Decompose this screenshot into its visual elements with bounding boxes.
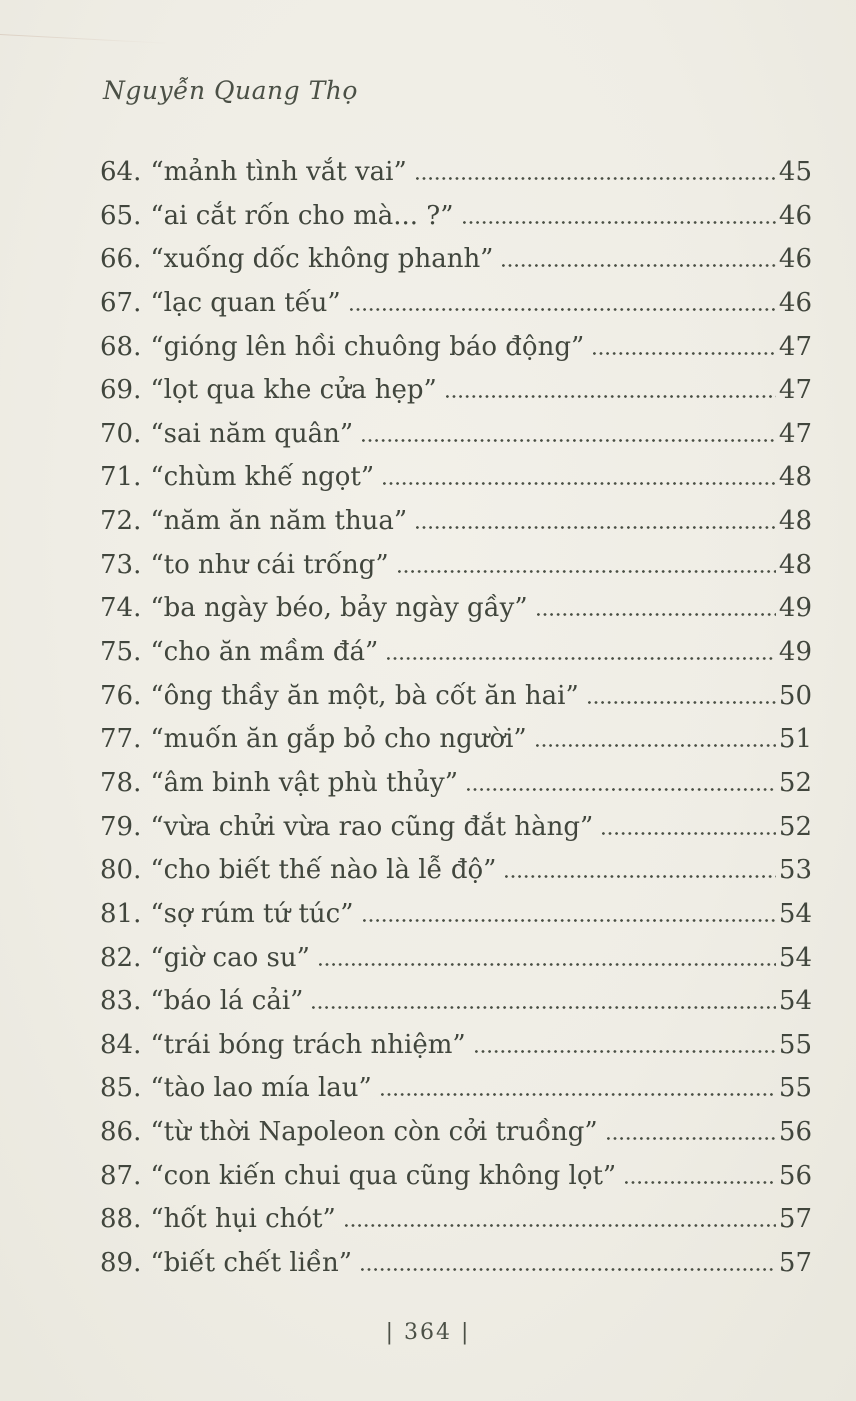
toc-entry-row (100, 419, 812, 463)
dot-leader (398, 570, 776, 573)
entry-page-number: 47 (778, 375, 812, 406)
toc-entry-row (100, 201, 812, 245)
toc-entry-row (100, 462, 812, 506)
dot-leader (387, 657, 776, 660)
entry-page-number: 52 (778, 767, 812, 798)
toc-entry-row (100, 288, 812, 332)
entry-page-number: 47 (778, 331, 812, 362)
entry-title: “biết chết liền” (150, 1248, 352, 1279)
entry-page-number: 49 (778, 637, 812, 668)
dot-leader (607, 1137, 776, 1140)
entry-number: 73. (100, 549, 142, 580)
entry-number: 83. (100, 986, 142, 1017)
dot-leader (416, 526, 776, 529)
entry-title: “ai cắt rốn cho mà... ?” (150, 200, 454, 231)
dot-leader (319, 963, 776, 966)
entry-number: 64. (100, 157, 142, 187)
entry-title: “sợ rúm tứ túc” (150, 898, 354, 929)
entry-title: “gióng lên hồi chuông báo động” (150, 331, 585, 362)
entry-page-number: 52 (778, 811, 812, 842)
entry-title: “vừa chửi vừa rao cũng đắt hàng” (150, 811, 594, 842)
footer-page-number: | 364 | (385, 1320, 471, 1345)
entry-title: “giờ cao su” (150, 942, 310, 973)
entry-title: “sai năm quân” (150, 418, 354, 449)
entry-page-number: 53 (778, 855, 812, 886)
dot-leader (505, 875, 775, 878)
toc-entry-row (100, 593, 812, 637)
entry-title: “muốn ăn gắp bỏ cho người” (150, 724, 527, 755)
dot-leader (381, 1093, 776, 1096)
toc-entry-row (100, 244, 812, 288)
page-header-author: Nguyễn Quang Thọ (103, 76, 358, 105)
toc-entry-row (100, 1161, 812, 1205)
entry-number: 74. (100, 593, 142, 624)
entry-title: “hốt hụi chót” (150, 1204, 336, 1235)
toc-entry-row (100, 550, 812, 594)
toc-entry-row (100, 768, 812, 812)
entry-title: “to như cái trống” (150, 549, 389, 580)
entry-page-number: 54 (778, 942, 812, 973)
toc-entry-row (100, 855, 812, 899)
entry-number: 89. (100, 1248, 142, 1279)
entry-title: “báo lá cải” (150, 986, 304, 1017)
entry-page-number: 47 (778, 418, 812, 449)
toc-entry-row (100, 812, 812, 856)
entry-number: 66. (100, 244, 142, 275)
entry-number: 78. (100, 767, 142, 798)
toc-entry-row (100, 681, 812, 725)
toc-list (100, 157, 812, 1292)
entry-page-number: 56 (778, 1160, 812, 1191)
entry-number: 76. (100, 680, 142, 711)
entry-number: 79. (100, 811, 142, 842)
entry-page-number: 55 (778, 1073, 812, 1104)
entry-number: 75. (100, 637, 142, 668)
entry-page-number: 56 (778, 1117, 812, 1148)
entry-title: “ba ngày béo, bảy ngày gầy” (150, 593, 528, 624)
dot-leader (537, 613, 776, 616)
entry-title: “tào lao mía lau” (150, 1073, 372, 1104)
dot-leader (475, 1050, 776, 1053)
toc-entry-row (100, 724, 812, 768)
dot-leader (625, 1181, 776, 1184)
entry-title: “ông thầy ăn một, bà cốt ăn hai” (150, 680, 579, 711)
entry-page-number: 46 (778, 287, 812, 318)
dot-leader (345, 1224, 776, 1227)
entry-number: 67. (100, 287, 142, 318)
entry-page-number: 48 (778, 506, 812, 537)
entry-page-number: 54 (778, 986, 812, 1017)
dot-leader (593, 352, 776, 355)
toc-entry-row (100, 375, 812, 419)
entry-number: 68. (100, 331, 142, 362)
page-footer (0, 1320, 856, 1345)
entry-title: “từ thời Napoleon còn cởi truồng” (150, 1117, 598, 1148)
dot-leader (602, 832, 776, 835)
entry-page-number: 51 (778, 724, 812, 755)
entry-number: 70. (100, 418, 142, 449)
entry-page-number: 45 (778, 157, 812, 187)
entry-page-number: 48 (778, 462, 812, 493)
toc-entry-row (100, 1117, 812, 1161)
entry-title: “lọt qua khe cửa hẹp” (150, 375, 437, 406)
dot-leader (536, 744, 776, 747)
dot-leader (383, 482, 776, 485)
entry-title: “cho biết thế nào là lễ độ” (150, 855, 497, 886)
entry-page-number: 57 (778, 1204, 812, 1235)
entry-page-number: 54 (778, 898, 812, 929)
dot-leader (446, 395, 776, 398)
entry-number: 81. (100, 898, 142, 929)
entry-title: “năm ăn năm thua” (150, 506, 408, 537)
entry-page-number: 57 (778, 1248, 812, 1279)
entry-title: “mảnh tình vắt vai” (150, 157, 407, 187)
entry-title: “xuống dốc không phanh” (150, 244, 494, 275)
entry-page-number: 55 (778, 1029, 812, 1060)
entry-title: “âm binh vật phù thủy” (150, 767, 459, 798)
toc-entry-row (100, 1073, 812, 1117)
entry-page-number: 48 (778, 549, 812, 580)
dot-leader (467, 788, 776, 791)
toc-entry-row (100, 157, 812, 201)
toc-entry-row (100, 637, 812, 681)
entry-number: 69. (100, 375, 142, 406)
entry-title: “con kiến chui qua cũng không lọt” (150, 1160, 617, 1191)
entry-number: 85. (100, 1073, 142, 1104)
entry-number: 84. (100, 1029, 142, 1060)
dot-leader (463, 221, 776, 224)
toc-entry-row (100, 506, 812, 550)
entry-number: 86. (100, 1117, 142, 1148)
entry-number: 80. (100, 855, 142, 886)
dot-leader (362, 439, 776, 442)
entry-title: “cho ăn mầm đá” (150, 637, 379, 668)
entry-title: “trái bóng trách nhiệm” (150, 1029, 466, 1060)
dot-leader (363, 919, 776, 922)
entry-number: 72. (100, 506, 142, 537)
entry-number: 88. (100, 1204, 142, 1235)
entry-number: 77. (100, 724, 142, 755)
toc-entry-row (100, 332, 812, 376)
toc-entry-row (100, 1204, 812, 1248)
entry-number: 71. (100, 462, 142, 493)
entry-number: 82. (100, 942, 142, 973)
entry-page-number: 46 (778, 244, 812, 275)
entry-title: “chùm khế ngọt” (150, 462, 375, 493)
toc-entry-row (100, 986, 812, 1030)
toc-entry-row (100, 943, 812, 987)
dot-leader (502, 264, 775, 267)
toc-entry-row (100, 899, 812, 943)
dot-leader (416, 177, 776, 180)
entry-page-number: 50 (778, 680, 812, 711)
entry-number: 87. (100, 1160, 142, 1191)
dot-leader (588, 701, 776, 704)
entry-page-number: 49 (778, 593, 812, 624)
dot-leader (312, 1006, 775, 1009)
entry-title: “lạc quan tếu” (150, 287, 341, 318)
dot-leader (361, 1268, 776, 1271)
entry-page-number: 46 (778, 200, 812, 231)
dot-leader (350, 308, 776, 311)
toc-entry-row (100, 1248, 812, 1292)
toc-entry-row (100, 1030, 812, 1074)
entry-number: 65. (100, 200, 142, 231)
